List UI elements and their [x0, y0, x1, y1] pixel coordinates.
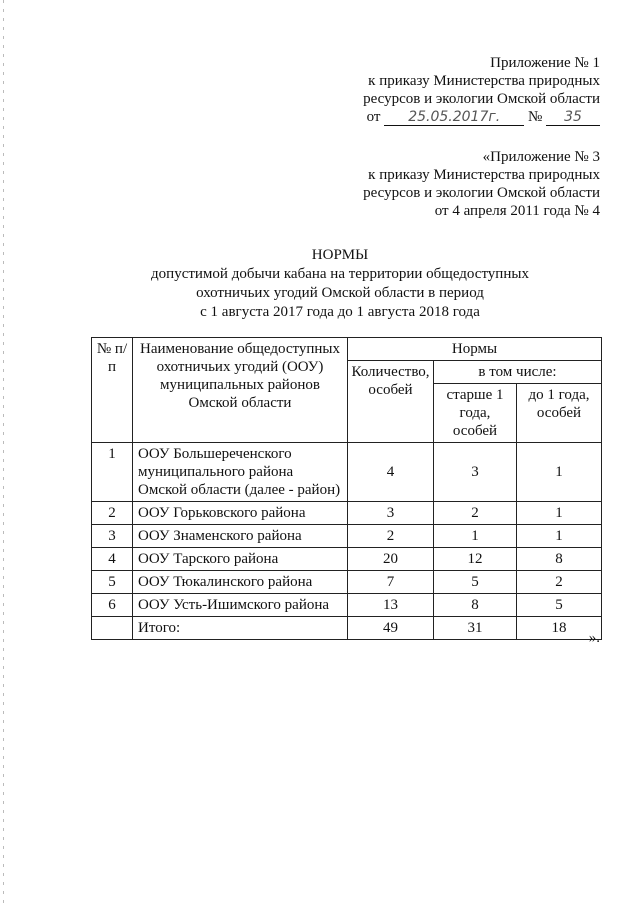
appendix-1-line3: ресурсов и экологии Омской области: [363, 91, 600, 107]
total-older: 31: [434, 617, 517, 640]
row-name: ООУ Знаменского района: [133, 525, 348, 548]
header-quantity: Количество, особей: [348, 361, 434, 443]
title-line3: с 1 августа 2017 года до 1 августа 2018 года: [200, 304, 480, 320]
header-index: № п/п: [92, 338, 133, 443]
header-including: в том числе:: [434, 361, 602, 384]
appendix-1-block: [363, 54, 600, 126]
row-name: ООУ Горьковского района: [133, 502, 348, 525]
row-index: 3: [92, 525, 133, 548]
row-younger: 1: [517, 525, 602, 548]
header-name: Наименование общедоступных охотничьих угодий (ООУ) муниципальных районов Омской области: [133, 338, 348, 443]
row-older: 5: [434, 571, 517, 594]
header-row-1: [92, 338, 602, 361]
header-older: старше 1 года, особей: [434, 384, 517, 443]
row-name: ООУ Большереченского муниципального района Омской области (далее - район): [133, 443, 348, 502]
appendix-1-date-line: [363, 108, 600, 126]
appendix-3-title: «Приложение № 3: [482, 149, 600, 165]
row-quantity: 20: [348, 548, 434, 571]
row-index: 1: [92, 443, 133, 502]
number-prefix: №: [527, 109, 543, 125]
row-older: 1: [434, 525, 517, 548]
row-quantity: 4: [348, 443, 434, 502]
row-older: 2: [434, 502, 517, 525]
appendix-1-title: Приложение № 1: [490, 55, 600, 71]
total-label: Итого:: [133, 617, 348, 640]
appendix-3-line4: от 4 апреля 2011 года № 4: [434, 203, 600, 219]
title-heading: НОРМЫ: [311, 247, 369, 263]
row-younger: 8: [517, 548, 602, 571]
date-prefix: от: [366, 109, 381, 125]
appendix-3-block: [363, 148, 600, 220]
row-younger: 2: [517, 571, 602, 594]
row-younger: 1: [517, 443, 602, 502]
table-row: [92, 443, 602, 502]
total-quantity: 49: [348, 617, 434, 640]
handwritten-number: 35: [546, 109, 600, 126]
appendix-1-line2: к приказу Министерства природных: [368, 73, 600, 89]
row-index: 5: [92, 571, 133, 594]
title-line2: охотничьих угодий Омской области в период: [196, 285, 484, 301]
row-quantity: 7: [348, 571, 434, 594]
norms-table: [91, 337, 602, 640]
row-quantity: 3: [348, 502, 434, 525]
table-row: [92, 548, 602, 571]
table-row: [92, 571, 602, 594]
row-name: ООУ Тюкалинского района: [133, 571, 348, 594]
scan-edge-marks: [3, 0, 4, 905]
row-younger: 1: [517, 502, 602, 525]
header-norms: Нормы: [348, 338, 602, 361]
table-row: [92, 525, 602, 548]
row-name: ООУ Тарского района: [133, 548, 348, 571]
row-name: ООУ Усть-Ишимского района: [133, 594, 348, 617]
appendix-3-line2: к приказу Министерства природных: [368, 167, 600, 183]
total-row: [92, 617, 602, 640]
row-older: 8: [434, 594, 517, 617]
row-quantity: 13: [348, 594, 434, 617]
closing-quote: ».: [588, 630, 600, 646]
row-index: 2: [92, 502, 133, 525]
row-younger: 5: [517, 594, 602, 617]
row-quantity: 2: [348, 525, 434, 548]
handwritten-date: 25.05.2017г.: [384, 109, 524, 126]
row-index: 4: [92, 548, 133, 571]
table-row: [92, 502, 602, 525]
row-index: 6: [92, 594, 133, 617]
row-older: 3: [434, 443, 517, 502]
total-index: [92, 617, 133, 640]
title-line1: допустимой добычи кабана на территории общедоступных: [151, 266, 529, 282]
total-younger: 18: [517, 617, 602, 640]
header-younger: до 1 года, особей: [517, 384, 602, 443]
appendix-3-line3: ресурсов и экологии Омской области: [363, 185, 600, 201]
table-row: [92, 594, 602, 617]
document-title: [80, 246, 600, 322]
row-older: 12: [434, 548, 517, 571]
